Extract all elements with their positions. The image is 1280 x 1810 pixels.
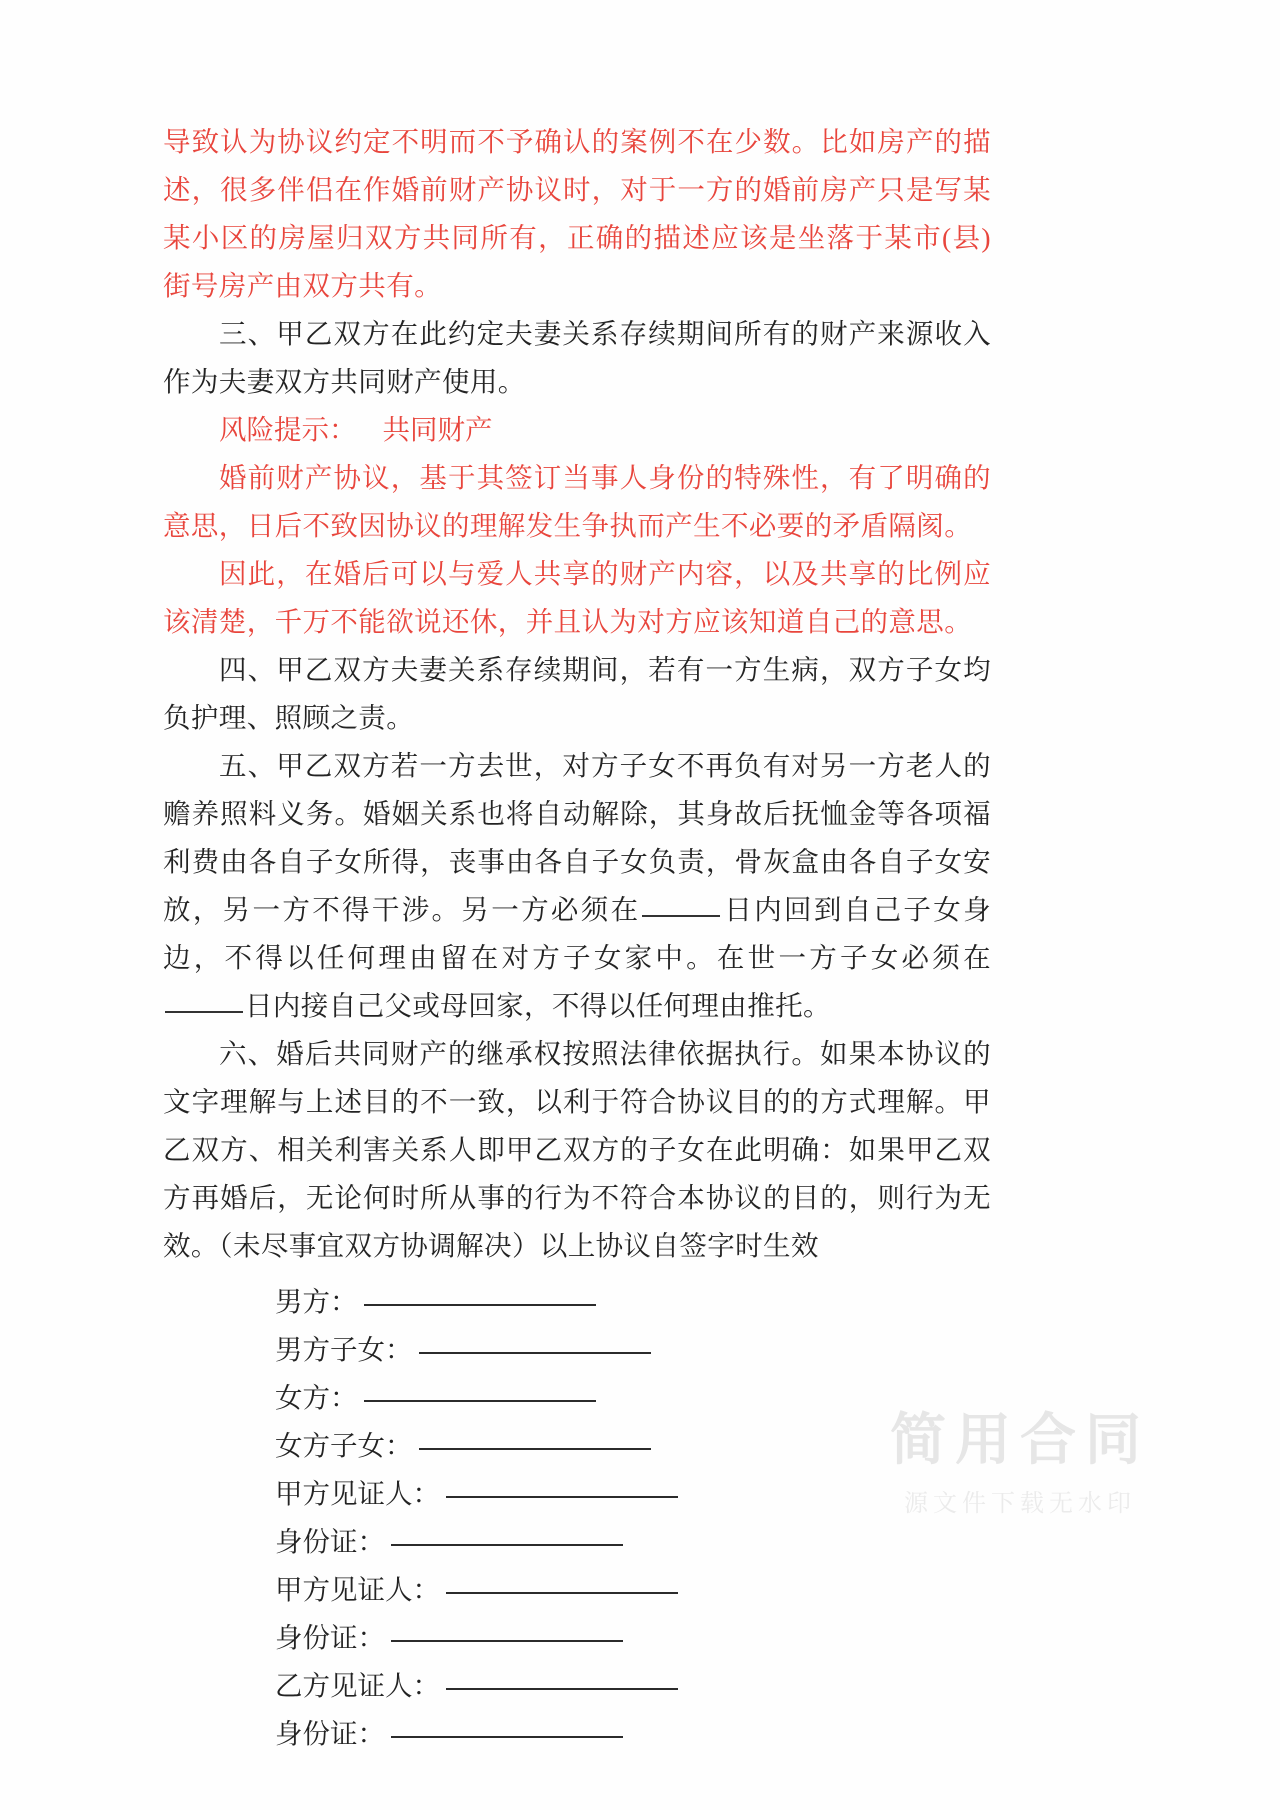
clause-five-part-c: 日内接自己父或母回家，不得以任何理由推托。 [245,990,831,1021]
paragraph-risk-body-b: 因此，在婚后可以与爱人共享的财产内容，以及共享的比例应该清楚，千万不能欲说还休，并且认为对方应该知道自己的意思。 [163,558,991,637]
signature-row [163,1662,991,1710]
signature-line[interactable] [446,1592,678,1594]
signature-row [163,1374,991,1422]
signature-line[interactable] [419,1448,651,1450]
signature-row [163,1470,991,1518]
paragraph-clause-four: 四、甲乙双方夫妻关系存续期间，若有一方生病，双方子女均负护理、照顾之责。 [163,654,991,733]
signature-block [163,1278,991,1758]
signature-label: 男方子女： [275,1334,413,1365]
signature-row [163,1518,991,1566]
signature-row [163,1710,991,1758]
signature-line[interactable] [391,1640,623,1642]
signature-label: 乙方见证人： [275,1670,440,1701]
clause-five-part-a: 五、甲乙双方若一方去世，对方子女不再负有对另一方老人的赡养照料义务。婚姻关系也将自动解除，其身故后抚恤金等各项福利费由各自子女所得，丧事由各自子女负责，骨灰盒由各自子女安放，另一方不得干涉。另一方必须在 [163,750,991,925]
signature-line[interactable] [364,1400,596,1402]
signature-row [163,1566,991,1614]
signature-line[interactable] [364,1304,596,1306]
signature-row [163,1422,991,1470]
signature-label: 女方子女： [275,1430,413,1461]
watermark-brand: 简用合同 [890,1408,1150,1474]
risk-notice-topic: 共同财产 [382,414,493,445]
signature-line[interactable] [391,1736,623,1738]
paragraph-red-continued: 导致认为协议约定不明而不予确认的案例不在少数。比如房产的描述，很多伴侣在作婚前财产协议时，对于一方的婚前房产只是写某某小区的房屋归双方共同所有，正确的描述应该是坐落于某市(县)街号房产由双方共有。 [163,126,991,301]
signature-label: 身份证： [275,1526,385,1557]
signature-label: 甲方见证人： [275,1478,440,1509]
fill-in-blank-days-2[interactable] [165,1011,243,1013]
watermark-subtitle: 源文件下载无水印 [904,1489,1136,1517]
signature-row [163,1326,991,1374]
signature-label: 女方： [275,1382,358,1413]
signature-label: 甲方见证人： [275,1574,440,1605]
fill-in-blank-days-1[interactable] [642,915,720,917]
paragraph-clause-six: 六、婚后共同财产的继承权按照法律依据执行。如果本协议的文字理解与上述目的不一致，以利于符合协议目的的方式理解。甲乙双方、相关利害关系人即甲乙双方的子女在此明确：如果甲乙双方再婚后，无论何时所从事的行为不符合本协议的目的，则行为无效。（未尽事宜双方协调解决）以上协议自签字时生效 [163,1038,991,1261]
paragraph-clause-five [163,742,991,1030]
signature-label: 男方： [275,1286,358,1317]
paragraph-clause-three: 三、甲乙双方在此约定夫妻关系存续期间所有的财产来源收入作为夫妻双方共同财产使用。 [163,318,991,397]
signature-line[interactable] [391,1544,623,1546]
paragraph-risk-body-a: 婚前财产协议，基于其签订当事人身份的特殊性，有了明确的意思，日后不致因协议的理解发生争执而产生不必要的矛盾隔阂。 [163,462,991,541]
risk-notice-label: 风险提示： [219,414,357,445]
clause-five-part-b: 日内回到自己子女身边，不得以任何理由留在对方子女家中。在世一方子女必须在 [163,894,991,973]
signature-row [163,1614,991,1662]
signature-label: 身份证： [275,1718,385,1749]
risk-notice-heading [163,406,991,454]
signature-line[interactable] [419,1352,651,1354]
signature-line[interactable] [446,1496,678,1498]
document-content [163,118,991,1758]
signature-label: 身份证： [275,1622,385,1653]
signature-row [163,1278,991,1326]
signature-line[interactable] [446,1688,678,1690]
